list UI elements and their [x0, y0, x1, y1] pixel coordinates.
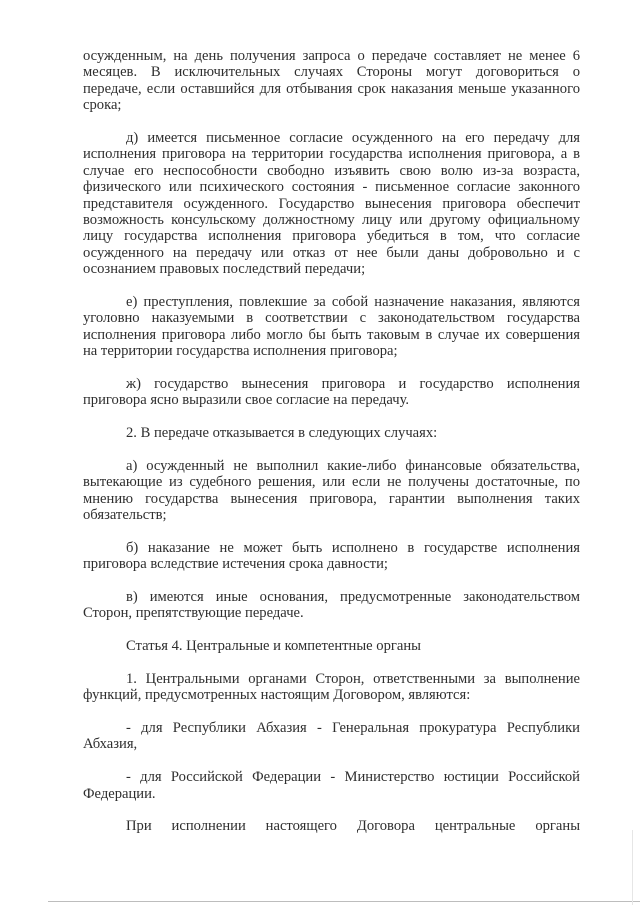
text-line: уголовно наказуемыми в соответствии с законодательством государства [83, 310, 580, 327]
text-line: д) имеется письменное согласие осужденного на его передачу для [126, 129, 580, 146]
text-line: е) преступления, повлекшие за собой назначение наказания, являются [126, 293, 580, 310]
page-right-edge [632, 830, 633, 905]
text-line: на территории государства исполнения приговора; [83, 343, 398, 360]
text-line: Абхазия, [83, 736, 138, 753]
page-bottom-edge [48, 901, 640, 902]
paragraph [83, 720, 580, 753]
paragraph [83, 458, 580, 524]
paragraph [83, 589, 580, 622]
text-line: мнению государства вынесения приговора, гарантии выполнения таких [83, 490, 580, 507]
text-line: лицу государства исполнения приговора убедиться в том, что согласие [83, 228, 580, 245]
text-line: Федерации. [83, 785, 156, 802]
paragraph [83, 671, 580, 704]
text-line: обязательств; [83, 506, 167, 523]
text-line: возможность консульскому должностному лицу или другому официальному [83, 211, 580, 228]
text-line: б) наказание не может быть исполнено в государстве исполнения [126, 539, 580, 556]
text-line: месяцев. В исключительных случаях Стороны могут договориться о [83, 64, 580, 81]
text-line: срока; [83, 97, 122, 114]
paragraph [83, 769, 580, 802]
text-line: приговора вследствие истечения срока давности; [83, 556, 388, 573]
text-line: осужденного на передачу или отказ от нее были даны добровольно и с [83, 244, 580, 261]
paragraph [83, 818, 580, 834]
paragraph [83, 48, 580, 114]
paragraph [83, 425, 580, 441]
text-line: осознанием правовых последствий передачи; [83, 261, 366, 278]
paragraph [83, 638, 580, 654]
text-line: 1. Центральными органами Сторон, ответственными за выполнение [126, 670, 580, 687]
text-line: - для Российской Федерации - Министерство юстиции Российской [126, 769, 580, 786]
text-line: в) имеются иные основания, предусмотренные законодательством [126, 588, 580, 605]
text-line: ж) государство вынесения приговора и государство исполнения [126, 375, 580, 392]
text-line: - для Республики Абхазия - Генеральная прокуратура Республики [126, 720, 580, 737]
document-body [83, 48, 580, 851]
text-line: вытекающие из судебного решения, или если не получены достаточные, по [83, 474, 580, 491]
text-line: исполнения приговора либо могло бы быть таковым в случае их совершения [83, 326, 580, 343]
text-line: При исполнении настоящего Договора центральные органы [126, 818, 580, 835]
paragraph [83, 294, 580, 360]
text-line: Сторон, препятствующие передаче. [83, 605, 304, 622]
text-line: передаче, если оставшийся для отбывания срок наказания меньше указанного [83, 80, 580, 97]
paragraph [83, 540, 580, 573]
text-line: Статья 4. Центральные и компетентные органы [126, 638, 421, 655]
text-line: представителя осужденного. Государство вынесения приговора обеспечит [83, 195, 580, 212]
text-line: исполнения приговора на территории государства исполнения приговора, а в [83, 146, 580, 163]
text-line: функций, предусмотренных настоящим Договором, являются: [83, 687, 471, 704]
text-line: случае его неспособности свободно изъявить свою волю из-за возраста, [83, 162, 580, 179]
paragraph [83, 376, 580, 409]
paragraph [83, 130, 580, 278]
text-line: осужденным, на день получения запроса о передаче составляет не менее 6 [83, 48, 580, 64]
text-line: а) осужденный не выполнил какие-либо финансовые обязательства, [126, 457, 580, 474]
text-line: физического или психического состояния - письменное согласие законного [83, 179, 580, 196]
text-line: 2. В передаче отказывается в следующих случаях: [126, 424, 438, 441]
text-line: приговора ясно выразили свое согласие на передачу. [83, 392, 410, 409]
